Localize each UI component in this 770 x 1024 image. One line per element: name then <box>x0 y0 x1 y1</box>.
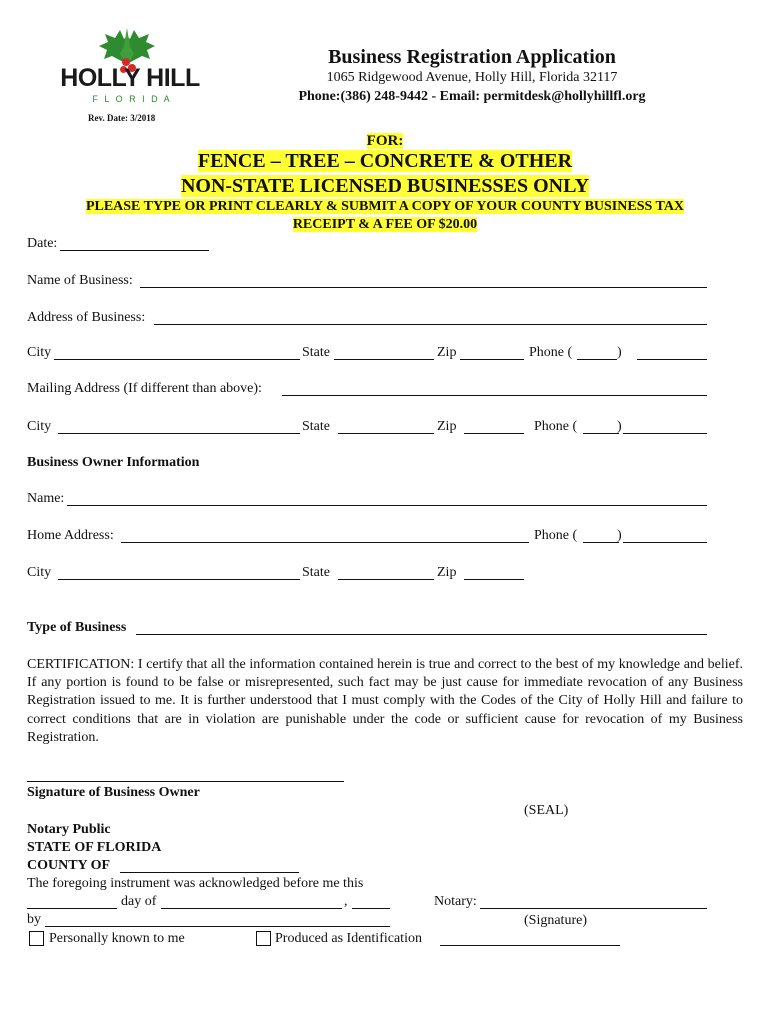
home-address-label: Home Address: <box>27 528 114 543</box>
logo-sub: F L O R I D A <box>92 94 172 104</box>
notary-label: Notary: <box>434 894 477 909</box>
identification-type-field[interactable] <box>440 945 620 946</box>
zip-label: Zip <box>437 345 457 360</box>
date-field[interactable] <box>60 250 209 251</box>
day-field[interactable] <box>27 908 117 909</box>
logo-name: HOLLY HILL <box>60 64 200 92</box>
notary-signature-field[interactable] <box>480 908 707 909</box>
home-phone-paren-close: ) <box>617 528 622 543</box>
phone-field[interactable] <box>637 359 707 360</box>
county-of-label: COUNTY OF <box>27 858 111 873</box>
holly-hill-logo <box>50 26 210 108</box>
header-address: 1065 Ridgewood Avenue, Holly Hill, Florida 32117 <box>326 70 618 85</box>
mailing-address-field[interactable] <box>282 395 707 396</box>
instruction-line-1: PLEASE TYPE OR PRINT CLEARLY & SUBMIT A COPY OF YOUR COUNTY BUSINESS TAX <box>85 199 685 214</box>
type-of-business-label: Type of Business <box>27 620 127 635</box>
rev-date: Rev. Date: 3/2018 <box>88 113 156 123</box>
page-title: Business Registration Application <box>328 46 616 68</box>
signature-field[interactable] <box>27 781 344 782</box>
instruction-line-2: RECEIPT & A FEE OF $20.00 <box>292 217 478 232</box>
owner-name-label: Name: <box>27 491 65 506</box>
mailing-address-label: Mailing Address (If different than above): <box>27 381 262 396</box>
home-zip-field[interactable] <box>464 579 524 580</box>
mailing-state-field[interactable] <box>338 433 434 434</box>
for-label: FOR: <box>366 133 404 149</box>
state-of-florida-label: STATE OF FLORIDA <box>27 840 162 855</box>
produced-id-checkbox[interactable] <box>256 931 271 946</box>
produced-id-label: Produced as Identification <box>275 931 422 946</box>
city-field[interactable] <box>54 359 300 360</box>
business-address-field[interactable] <box>154 324 707 325</box>
date-label: Date: <box>27 236 58 251</box>
county-field[interactable] <box>120 872 299 873</box>
city-label: City <box>27 345 52 360</box>
mailing-phone-paren-close: ) <box>617 419 622 434</box>
notary-public-label: Notary Public <box>27 822 111 837</box>
year-field[interactable] <box>352 908 390 909</box>
phone-label: Phone ( <box>529 345 573 360</box>
area-code-field[interactable] <box>577 359 617 360</box>
seal-label: (SEAL) <box>524 803 569 818</box>
mailing-zip-field[interactable] <box>464 433 524 434</box>
signature-label: Signature of Business Owner <box>27 785 200 800</box>
home-phone-field[interactable] <box>623 542 707 543</box>
certification-text: CERTIFICATION: I certify that all the information contained herein is true and correct to the best of my knowledge and belief. If any portion is found to be false or misrepresented, such fact may be just cause for immediate revocation of any Business Registration issued to me. It is further understood that I must comply with the Codes of the City of Holly Hill and failure to correct conditions that are in violation are punishable under the code or sufficient cause for revocation of my Business Registration. <box>27 657 743 745</box>
personally-known-label: Personally known to me <box>49 931 185 946</box>
mailing-city-field[interactable] <box>58 433 300 434</box>
home-area-code-field[interactable] <box>583 542 619 543</box>
owner-name-field[interactable] <box>67 505 707 506</box>
home-state-label: State <box>302 565 330 580</box>
mailing-area-code-field[interactable] <box>583 433 619 434</box>
business-name-field[interactable] <box>140 287 707 288</box>
mailing-phone-label: Phone ( <box>534 419 578 434</box>
phone-paren-close: ) <box>617 345 622 360</box>
business-name-label: Name of Business: <box>27 273 133 288</box>
home-address-field[interactable] <box>121 542 529 543</box>
for-line-2: NON-STATE LICENSED BUSINESSES ONLY <box>180 175 590 197</box>
zip-field[interactable] <box>460 359 524 360</box>
mailing-city-label: City <box>27 419 52 434</box>
day-of-label: day of <box>121 894 157 909</box>
home-phone-label: Phone ( <box>534 528 578 543</box>
business-address-label: Address of Business: <box>27 310 146 325</box>
mailing-phone-field[interactable] <box>623 433 707 434</box>
date-comma: , <box>344 894 348 909</box>
mailing-zip-label: Zip <box>437 419 457 434</box>
type-of-business-field[interactable] <box>136 634 707 635</box>
mailing-state-label: State <box>302 419 330 434</box>
home-zip-label: Zip <box>437 565 457 580</box>
state-label: State <box>302 345 330 360</box>
foregoing-text: The foregoing instrument was acknowledged before me this <box>27 876 364 891</box>
month-field[interactable] <box>161 908 342 909</box>
notary-signature-caption: (Signature) <box>524 913 587 928</box>
personally-known-checkbox[interactable] <box>29 931 44 946</box>
home-city-label: City <box>27 565 52 580</box>
by-field[interactable] <box>45 926 390 927</box>
owner-heading: Business Owner Information <box>27 455 200 470</box>
by-label: by <box>27 912 41 927</box>
header-contact: Phone:(386) 248-9442 - Email: permitdesk@hollyhillfl.org <box>298 89 646 104</box>
home-city-field[interactable] <box>58 579 300 580</box>
state-field[interactable] <box>334 359 434 360</box>
for-line-1: FENCE – TREE – CONCRETE & OTHER <box>197 150 573 172</box>
home-state-field[interactable] <box>338 579 434 580</box>
